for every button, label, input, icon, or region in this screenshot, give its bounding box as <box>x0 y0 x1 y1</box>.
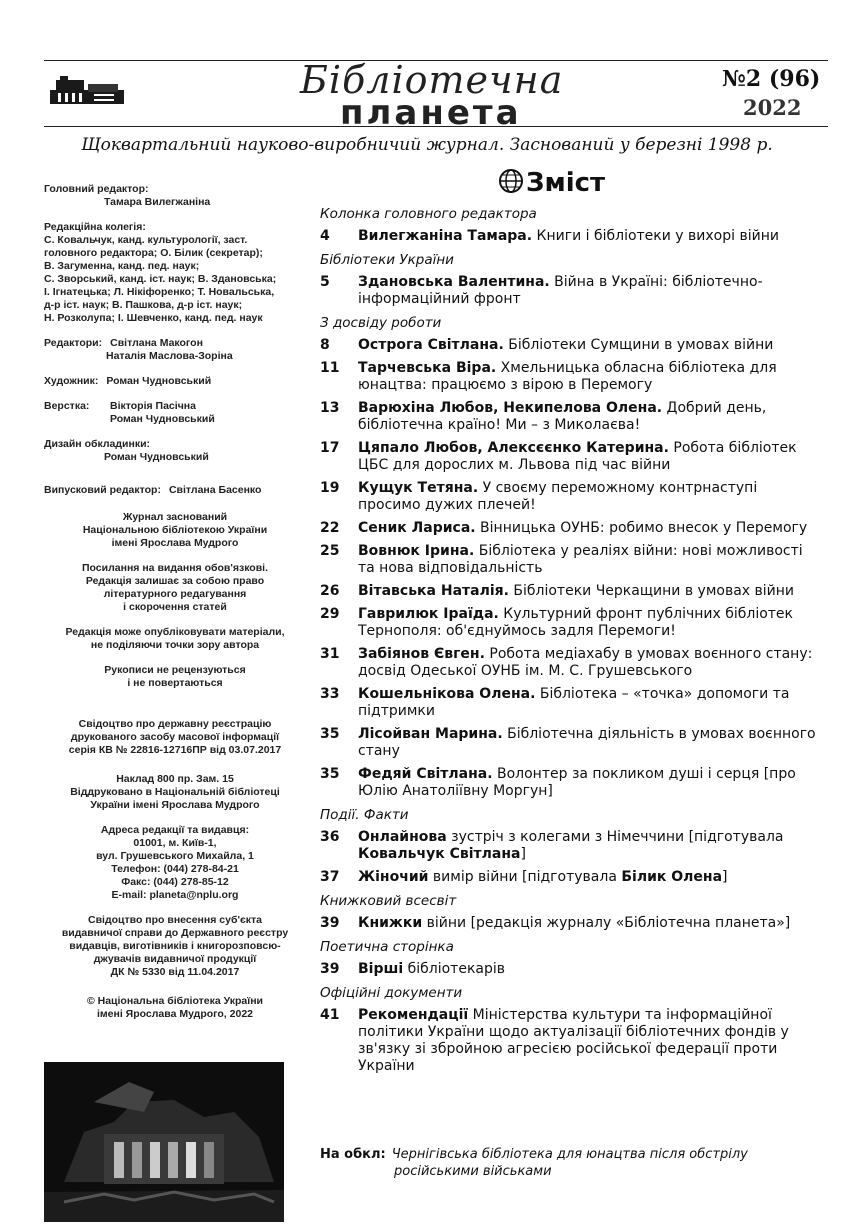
phone-line: Телефон: (044) 278-84-21 <box>111 863 239 875</box>
address-line: Адреса редакції та видавця: <box>100 824 250 836</box>
toc-title: У своєму переможному контрнаступі просимо дужих плечей! <box>358 480 758 513</box>
imprint-column <box>44 183 306 1033</box>
toc-author: Забіянов Євген. <box>358 646 485 662</box>
cover-caption-text-2: російськими військами <box>394 1164 552 1179</box>
toc-title: зустріч з колегами з Німеччини [підготувала <box>446 829 784 845</box>
toc-entry[interactable] <box>320 1007 820 1075</box>
toc-entry[interactable] <box>320 228 820 245</box>
toc-entry[interactable] <box>320 543 820 577</box>
fax-line: Факс: (044) 278-85-12 <box>121 876 229 888</box>
toc-page: 37 <box>320 869 340 885</box>
citation-line: Посилання на видання обов'язкові. <box>81 562 269 574</box>
toc-page: 39 <box>320 961 340 977</box>
journal-title-line1: Бібліотечна <box>300 58 564 102</box>
toc-title: Війна в Україні: бібліотечно-інформаційний фронт <box>358 274 763 307</box>
toc-author: Федяй Світлана. <box>358 766 493 782</box>
toc-page: 39 <box>320 915 340 931</box>
toc-entry[interactable] <box>320 646 820 680</box>
toc-entry[interactable] <box>320 440 820 474</box>
toc-title: Робота медіахабу в умовах воєнного стану: досвід Одеської ОУНБ ім. М. С. Грушевського <box>358 646 813 679</box>
board-label: Редакційна колегія: <box>44 221 146 233</box>
toc-entry[interactable] <box>320 337 820 354</box>
layout-label: Верстка: <box>44 400 90 412</box>
toc-page: 22 <box>320 520 340 536</box>
section-title: Книжковий всесвіт <box>320 893 457 909</box>
toc-page: 35 <box>320 726 340 742</box>
toc-page: 29 <box>320 606 340 622</box>
toc-title: Бібліотеки Сумщини в умовах війни <box>503 337 774 353</box>
toc-entry[interactable] <box>320 480 820 514</box>
toc-author: Кущук Тетяна. <box>358 480 479 496</box>
toc-author: Вовнюк Ірина. <box>358 543 475 559</box>
chief-editor-name: Тамара Вилегжаніна <box>104 196 211 208</box>
toc-author: Онлайнова <box>358 829 447 845</box>
toc-author: Гаврилюк Іраїда. <box>358 606 499 622</box>
toc-page: 35 <box>320 766 340 782</box>
toc-author: Здановська Валентина. <box>358 274 550 290</box>
layout-person: Вікторія Пасічна <box>110 400 196 412</box>
copyright-line: імені Ярослава Мудрого, 2022 <box>96 1008 254 1020</box>
toc-title: Хмельницька обласна бібліотека для юнацтва: працюємо з вірою в Перемогу <box>358 360 777 393</box>
contents-heading-text: Зміст <box>526 168 606 198</box>
toc-page: 36 <box>320 829 340 845</box>
toc-entry[interactable] <box>320 606 820 640</box>
opinion-line: Редакція може опубліковувати матеріали, <box>65 626 285 638</box>
toc-author: Лісойван Марина. <box>358 726 503 742</box>
toc-author: Кошельнікова Олена. <box>358 686 536 702</box>
board-line: В. Загуменна, канд. пед. наук; <box>44 260 200 272</box>
toc-page: 5 <box>320 274 330 290</box>
toc-page: 25 <box>320 543 340 559</box>
editor-name: Наталія Маслова-Зоріна <box>106 350 233 362</box>
section-title: Поетична сторінка <box>320 939 454 955</box>
toc-page: 11 <box>320 360 340 376</box>
toc-page: 8 <box>320 337 330 353</box>
email-line: E-mail: planeta@nplu.org <box>111 889 239 901</box>
toc-title: Бібліотечна діяльність в умовах воєнного стану <box>358 726 816 759</box>
issue-number: №2 (96) <box>722 66 821 92</box>
library-building-logo <box>48 72 126 106</box>
artist-label: Художник: <box>44 375 99 387</box>
citation-line: літературного редагування <box>103 588 247 600</box>
manuscripts-line: Рукописи не рецензуються <box>104 664 246 676</box>
toc-entry[interactable] <box>320 274 820 308</box>
print-line: Наклад 800 пр. Зам. 15 <box>116 773 234 785</box>
toc-author: Варюхіна Любов, Некипелова Олена. <box>358 400 663 416</box>
toc-author: Вірші <box>358 961 404 977</box>
toc-entry[interactable] <box>320 583 820 600</box>
toc-title: Книги і бібліотеки у вихорі війни <box>532 228 779 244</box>
cover-design-label: Дизайн обкладинки: <box>44 438 151 450</box>
layout-person: Роман Чудновський <box>110 413 215 425</box>
toc-title: Бібліотека – «точка» допомоги та підтримки <box>358 686 790 719</box>
founded-line: Національною бібліотекою України <box>82 524 268 536</box>
toc-page: 17 <box>320 440 340 456</box>
issue-year: 2022 <box>743 95 802 120</box>
toc-author: Вітавська Наталія. <box>358 583 509 599</box>
toc-entry[interactable] <box>320 915 820 932</box>
opinion-line: не поділяючи точки зору автора <box>90 639 260 651</box>
founded-line: імені Ярослава Мудрого <box>111 537 239 549</box>
release-editor-label: Випусковий редактор: <box>44 484 161 496</box>
toc-title: Бібліотека у реаліях війни: нові можливості та нова відповідальність <box>358 543 803 576</box>
cover-photo-damaged-library <box>44 1062 284 1222</box>
cover-caption-text: Чернігівська бібліотека для юнацтва після обстрілу <box>391 1147 748 1162</box>
toc-title: Робота бібліотек ЦБС для дорослих м. Львова під час війни <box>358 440 797 473</box>
artist-name: Роман Чудновський <box>106 375 212 387</box>
publisher-cert-line: Свідоцтво про внесення суб'єкта <box>88 914 262 926</box>
address-line: вул. Грушевського Михайла, 1 <box>96 850 254 862</box>
chief-editor-label: Головний редактор: <box>44 183 149 195</box>
board-line: І. Ігнатецька; Л. Нікіфоренко; Т. Новальська, <box>44 286 275 298</box>
board-line: С. Зворський, канд. іст. наук; В. Здановська; <box>44 273 277 285</box>
copyright-line: © Національна бібліотека України <box>86 995 264 1007</box>
toc-page: 4 <box>320 228 330 244</box>
section-title: Події. Факти <box>320 807 409 823</box>
toc-page: 41 <box>320 1007 340 1023</box>
print-line: Віддруковано в Національній бібліотеці <box>70 786 280 798</box>
toc-title: Міністерства культури та інформаційної політики України щодо актуалізації бібліотечних фондів у зв'язку зі збройною агресією російської федерації проти України <box>358 1007 789 1074</box>
toc-page: 26 <box>320 583 340 599</box>
toc-title: війни [редакція журналу «Бібліотечна планета»] <box>422 915 791 931</box>
toc-entry[interactable] <box>320 726 820 760</box>
release-editor-name: Світлана Басенко <box>168 484 262 496</box>
publisher-cert-line: видавців, виготівників і книгорозповсю- <box>69 940 281 952</box>
publisher-cert-line: ДК № 5330 від 11.04.2017 <box>110 966 240 978</box>
toc-author: Тарчевська Віра. <box>358 360 497 376</box>
board-line: Н. Розколупа; І. Шевченко, канд. пед. наук <box>44 312 263 324</box>
toc-author-secondary: Ковальчук Світлана <box>358 846 521 862</box>
section-title: З досвіду роботи <box>320 315 442 331</box>
cover-caption-label: На обкл: <box>320 1147 386 1162</box>
board-line: д-р іст. наук; В. Пашкова, д-р іст. наук; <box>44 299 243 311</box>
publisher-cert-line: джувачів видавничої продукції <box>93 953 257 965</box>
print-line: України імені Ярослава Мудрого <box>90 799 260 811</box>
toc-title-tail: ] <box>520 846 526 862</box>
manuscripts-line: і не повертаються <box>127 677 223 689</box>
toc-author-secondary: Білик Олена <box>621 869 723 885</box>
globe-icon <box>498 168 524 194</box>
toc-entry[interactable] <box>320 766 820 800</box>
toc-page: 19 <box>320 480 340 496</box>
board-line: С. Ковальчук, канд. культурології, заст. <box>44 234 248 246</box>
toc-author: Вилегжаніна Тамара. <box>358 228 533 244</box>
toc-entry[interactable] <box>320 686 820 720</box>
toc-author: Цяпало Любов, Алексєєнко Катерина. <box>358 440 669 456</box>
publisher-cert-line: видавничої справи до Державного реєстру <box>61 927 289 939</box>
section-title: Бібліотеки України <box>320 252 454 268</box>
cover-design-name: Роман Чудновський <box>104 451 209 463</box>
toc-title-tail: ] <box>722 869 728 885</box>
toc-title: бібліотекарів <box>403 961 506 977</box>
toc-title: вимір війни [підготувала <box>428 869 622 885</box>
toc-author: Жіночий <box>358 869 429 885</box>
founded-line: Журнал заснований <box>122 511 228 523</box>
table-of-contents <box>320 205 820 1081</box>
toc-entry[interactable] <box>320 520 820 537</box>
section-title: Колонка головного редактора <box>320 206 537 222</box>
board-line: головного редактора; О. Білик (секретар); <box>44 247 263 259</box>
toc-title: Волонтер за покликом душі і серця [про Юлію Анатоліївну Моргун] <box>358 766 796 799</box>
citation-line: Редакція залишає за собою право <box>85 575 265 587</box>
registration-line: серія КВ № 22816-12716ПР від 03.07.2017 <box>68 744 282 756</box>
toc-entry[interactable] <box>320 829 820 863</box>
toc-entry[interactable] <box>320 869 820 886</box>
toc-page: 13 <box>320 400 340 416</box>
toc-title: Бібліотеки Черкащини в умовах війни <box>508 583 794 599</box>
editors-label: Редактори: <box>44 337 103 349</box>
citation-line: і скорочення статей <box>123 601 227 613</box>
toc-author: Книжки <box>358 915 423 931</box>
contents-heading <box>498 168 605 198</box>
address-line: 01001, м. Київ-1, <box>133 837 217 849</box>
toc-entry[interactable] <box>320 360 820 394</box>
toc-title: Добрий день, бібліотечна країно! Ми – з Миколаєва! <box>358 400 767 433</box>
cover-caption <box>320 1146 820 1180</box>
section-title: Офіційні документи <box>320 985 463 1001</box>
toc-author: Рекомендації <box>358 1007 469 1023</box>
toc-entry[interactable] <box>320 961 820 978</box>
toc-author: Сеник Лариса. <box>358 520 476 536</box>
toc-author: Острога Світлана. <box>358 337 504 353</box>
toc-page: 33 <box>320 686 340 702</box>
journal-subtitle: Щоквартальний науково-виробничий журнал. Заснований у березні 1998 р. <box>81 135 773 155</box>
registration-line: Свідоцтво про державну реєстрацію <box>78 718 272 730</box>
toc-entry[interactable] <box>320 400 820 434</box>
registration-line: друкованого засобу масової інформації <box>70 731 280 743</box>
editor-name: Світлана Макогон <box>110 337 203 349</box>
journal-title-line2: планета <box>340 93 522 133</box>
toc-title: Вінницька ОУНБ: робимо внесок у Перемогу <box>475 520 808 536</box>
toc-page: 31 <box>320 646 340 662</box>
toc-title: Культурний фронт публічних бібліотек Тернополя: об'єднуймось задля Перемоги! <box>358 606 793 639</box>
